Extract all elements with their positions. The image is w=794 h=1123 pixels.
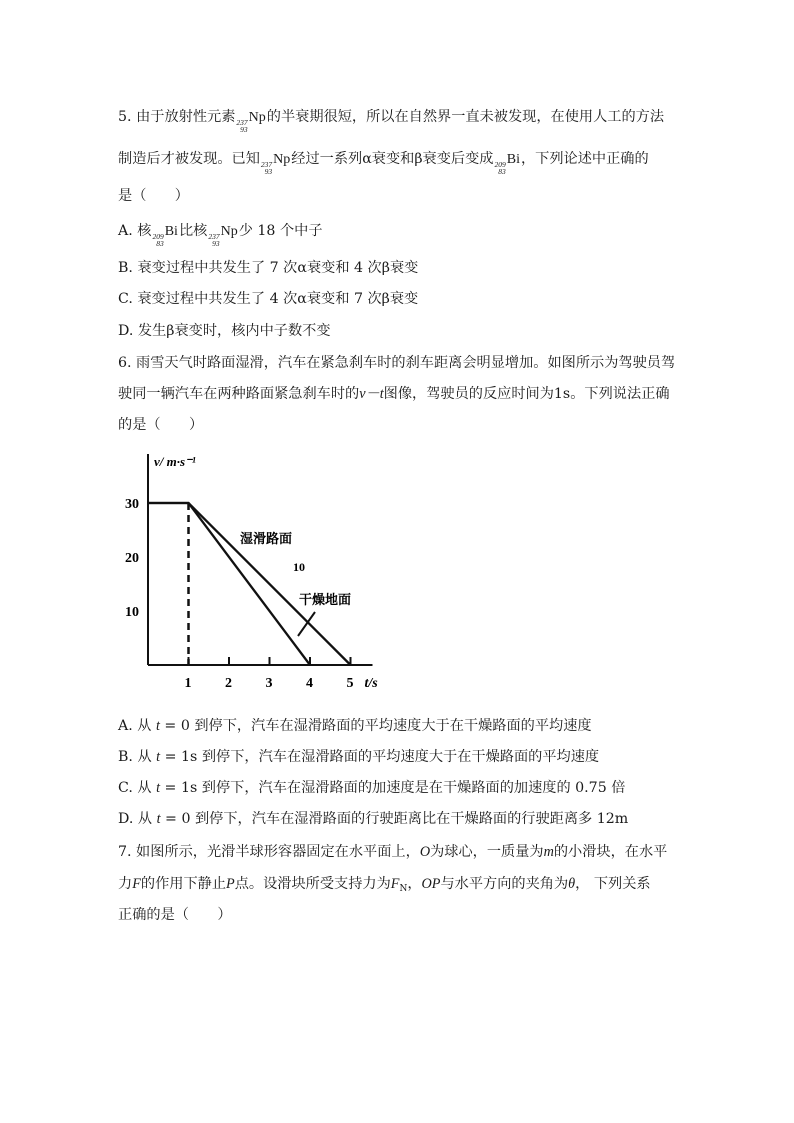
nuclide-bi <box>495 150 520 175</box>
q6-option-b <box>118 748 599 766</box>
q5-line-2 <box>118 150 649 175</box>
option-text: C. 从 <box>118 780 152 796</box>
q6-text: 图像，驾驶员的反应时间为1s。下列说法正确 <box>383 386 670 402</box>
option-text: 少 18 个中子 <box>238 223 323 239</box>
q5-text: 制造后才被发现。已知 <box>118 151 260 167</box>
x-tick-label: 1 <box>184 676 192 691</box>
q7-text: 的小滑块，在水平 <box>553 844 668 860</box>
element-symbol: Bi <box>164 224 178 239</box>
annotation-wet-road: 湿滑路面 <box>240 531 293 546</box>
mass-number: 209 <box>494 160 506 169</box>
x-tick-label: 5 <box>346 676 354 691</box>
q7-text: ， 下列关系 <box>575 876 651 892</box>
q7-line-1 <box>118 843 667 861</box>
q7-text: 7. 如图所示，光滑半球形容器固定在水平面上， <box>118 844 420 860</box>
vt-chart <box>118 446 398 706</box>
q5-text: ，下列论述中正确的 <box>520 151 649 167</box>
q6-option-a <box>118 717 592 735</box>
option-text: D. 从 <box>118 811 153 827</box>
q5-text: 由于放射性元素 <box>136 109 236 125</box>
nuclide-bi <box>152 222 177 247</box>
q5-text: 的半衰期很短，所以在自然界一直未被发现，在使用人工的方法 <box>266 109 665 125</box>
x-tick-label: 2 <box>225 676 232 691</box>
q7-text: ， <box>407 876 422 892</box>
q5-line-3: 是（ ） <box>118 188 189 204</box>
atomic-number: 93 <box>240 125 248 134</box>
t-symbol: t <box>156 811 161 827</box>
element-symbol: Np <box>220 224 238 239</box>
annotation-number: 10 <box>293 560 305 574</box>
x-tick-label: 3 <box>265 676 273 691</box>
x-tick-label: 4 <box>306 676 313 691</box>
question-number: 5. <box>118 109 132 125</box>
q7-text: 力 <box>118 876 133 892</box>
symbol-fn-subscript: N <box>399 884 408 894</box>
q5-option-d: D. 发生β衰变时，核内中子数不变 <box>118 323 331 339</box>
q6-option-d <box>118 810 628 828</box>
t-symbol: t <box>155 718 160 734</box>
vt-symbol: v－t <box>359 386 384 402</box>
q5-option-c: C. 衰变过程中共发生了 4 次α衰变和 7 次β衰变 <box>118 291 419 307</box>
option-text: B. 从 <box>118 749 152 765</box>
q6-text: 驶同一辆汽车在两种路面紧急刹车时的 <box>118 386 360 402</box>
nuclide-np <box>208 222 237 247</box>
q5-text: 经过一系列α衰变和β衰变后变成 <box>291 151 494 167</box>
option-text: = 0 到停下，汽车在湿滑路面的行驶距离比在干燥路面的行驶距离多 12m <box>160 811 629 827</box>
option-text: = 1s 到停下，汽车在湿滑路面的平均速度大于在干燥路面的平均速度 <box>160 749 600 765</box>
mass-number: 237 <box>260 160 273 169</box>
symbol-m: m <box>543 844 554 860</box>
x-axis-label: t/s <box>364 676 378 691</box>
element-symbol: Np <box>248 110 266 125</box>
q5-line-1 <box>118 108 664 133</box>
q5-option-a <box>118 222 323 247</box>
mass-number: 237 <box>236 118 248 127</box>
option-text: A. 核 <box>118 223 152 239</box>
option-text: A. 从 <box>118 718 152 734</box>
q7-text: 与水平方向的夹角为 <box>440 876 569 892</box>
q5-option-b: B. 衰变过程中共发生了 7 次α衰变和 4 次β衰变 <box>118 260 419 276</box>
series-line-2 <box>148 503 310 665</box>
t-symbol: t <box>156 780 161 796</box>
t-symbol: t <box>156 749 161 765</box>
q6-option-c <box>118 779 625 797</box>
symbol-op: OP <box>421 876 441 892</box>
symbol-o: O <box>419 844 431 860</box>
atomic-number: 93 <box>264 167 273 176</box>
q6-line-3: 的是（ ） <box>118 417 204 433</box>
y-tick-label: 10 <box>125 605 139 620</box>
y-tick-label: 20 <box>125 551 139 566</box>
element-symbol: Bi <box>506 152 520 167</box>
option-text: = 1s 到停下，汽车在湿滑路面的加速度是在干燥路面的加速度的 0.75 倍 <box>160 780 626 796</box>
symbol-fn: F <box>390 876 400 892</box>
q7-line-2 <box>118 875 651 898</box>
symbol-f: F <box>132 876 141 892</box>
q7-line-3: 正确的是（ ） <box>118 907 232 923</box>
symbol-theta: θ <box>568 876 576 892</box>
mass-number: 209 <box>152 232 164 241</box>
q6-line-1: 6. 雨雪天气时路面湿滑，汽车在紧急刹车时的刹车距离会明显增加。如图所示为驾驶员驾 <box>118 355 676 371</box>
atomic-number: 83 <box>498 167 506 176</box>
option-text: = 0 到停下，汽车在湿滑路面的平均速度大于在干燥路面的平均速度 <box>159 718 592 734</box>
atomic-number: 83 <box>156 239 164 248</box>
q6-line-2 <box>118 385 670 403</box>
symbol-p: P <box>226 876 235 892</box>
nuclide-np <box>261 150 290 175</box>
nuclide-np <box>236 108 265 133</box>
q7-text: 的作用下静止 <box>140 876 227 892</box>
q7-text: 为球心，一质量为 <box>430 844 544 860</box>
annotation-dry-road: 干燥地面 <box>299 592 352 607</box>
mass-number: 237 <box>208 232 220 241</box>
y-axis-label: v/ m·s⁻¹ <box>154 454 196 469</box>
option-text: 比核 <box>178 223 208 239</box>
q7-text: 点。设滑块所受支持力为 <box>234 876 391 892</box>
element-symbol: Np <box>273 152 291 167</box>
y-tick-label: 30 <box>125 497 139 512</box>
atomic-number: 93 <box>212 239 220 248</box>
